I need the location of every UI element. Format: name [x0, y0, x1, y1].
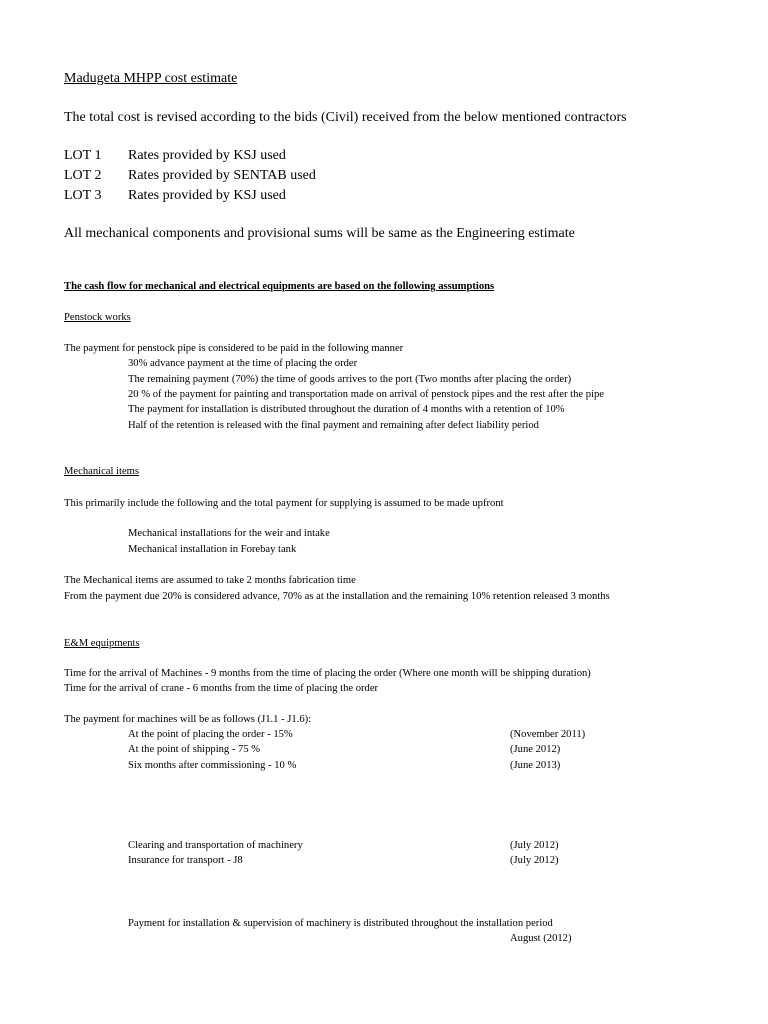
- lot-3-label: LOT 3: [64, 188, 102, 203]
- em-installation-note: Payment for installation & supervision of machinery is distributed throughout the installation period: [128, 918, 553, 929]
- mechanical-payment-note: From the payment due 20% is considered advance, 70% as at the installation and the remaining 10% retention released 3 months: [64, 591, 610, 602]
- penstock-item: The remaining payment (70%) the time of goods arrives to the port (Two months after placing the order): [128, 374, 572, 385]
- lot-1-label: LOT 1: [64, 148, 102, 163]
- em-installation-date: August (2012): [510, 933, 572, 944]
- penstock-item: The payment for installation is distributed throughout the duration of 4 months with a retention of 10%: [128, 404, 565, 415]
- em-payment-date: (November 2011): [510, 729, 586, 740]
- em-payment-desc: At the point of shipping - 75 %: [128, 744, 261, 755]
- em-transport-desc: Clearing and transportation of machinery: [128, 840, 303, 851]
- penstock-item: Half of the retention is released with the final payment and remaining after defect liability period: [128, 420, 539, 431]
- mechanical-intro: This primarily include the following and the total payment for supplying is assumed to be made upfront: [64, 498, 504, 509]
- penstock-heading: Penstock works: [64, 312, 131, 323]
- lot-2-label: LOT 2: [64, 168, 102, 183]
- em-arrival-crane: Time for the arrival of crane - 6 months from the time of placing the order: [64, 683, 379, 694]
- em-payment-date: (June 2012): [510, 744, 561, 755]
- cashflow-heading: The cash flow for mechanical and electrical equipments are based on the following assumptions: [64, 281, 495, 292]
- mechanical-item: Mechanical installations for the weir and intake: [128, 528, 330, 539]
- em-payment-intro: The payment for machines will be as follows (J1.1 - J1.6):: [64, 714, 312, 725]
- em-arrival-machines: Time for the arrival of Machines - 9 months from the time of placing the order (Where one month will be shipping duration): [64, 668, 591, 679]
- em-payment-desc: Six months after commissioning - 10 %: [128, 760, 297, 771]
- em-payment-date: (June 2013): [510, 760, 561, 771]
- mechanical-item: Mechanical installation in Forebay tank: [128, 544, 297, 555]
- penstock-item: 30% advance payment at the time of placing the order: [128, 358, 358, 369]
- em-heading: E&M equipments: [64, 638, 140, 649]
- em-transport-date: (July 2012): [510, 855, 559, 866]
- mechanical-components-note: All mechanical components and provisional sums will be same as the Engineering estimate: [64, 226, 575, 241]
- mechanical-fabrication-note: The Mechanical items are assumed to take 2 months fabrication time: [64, 575, 356, 586]
- em-transport-desc: Insurance for transport - J8: [128, 855, 243, 866]
- mechanical-heading: Mechanical items: [64, 466, 140, 477]
- lot-2-desc: Rates provided by SENTAB used: [128, 168, 316, 183]
- em-payment-desc: At the point of placing the order - 15%: [128, 729, 293, 740]
- penstock-intro: The payment for penstock pipe is considered to be paid in the following manner: [64, 343, 404, 354]
- page-title: Madugeta MHPP cost estimate: [64, 71, 238, 86]
- lot-3-desc: Rates provided by KSJ used: [128, 188, 286, 203]
- lot-1-desc: Rates provided by KSJ used: [128, 148, 286, 163]
- penstock-item: 20 % of the payment for painting and transportation made on arrival of penstock pipes and the rest after the pipe: [128, 389, 604, 400]
- intro-text: The total cost is revised according to the bids (Civil) received from the below mentioned contractors: [64, 110, 627, 125]
- em-transport-date: (July 2012): [510, 840, 559, 851]
